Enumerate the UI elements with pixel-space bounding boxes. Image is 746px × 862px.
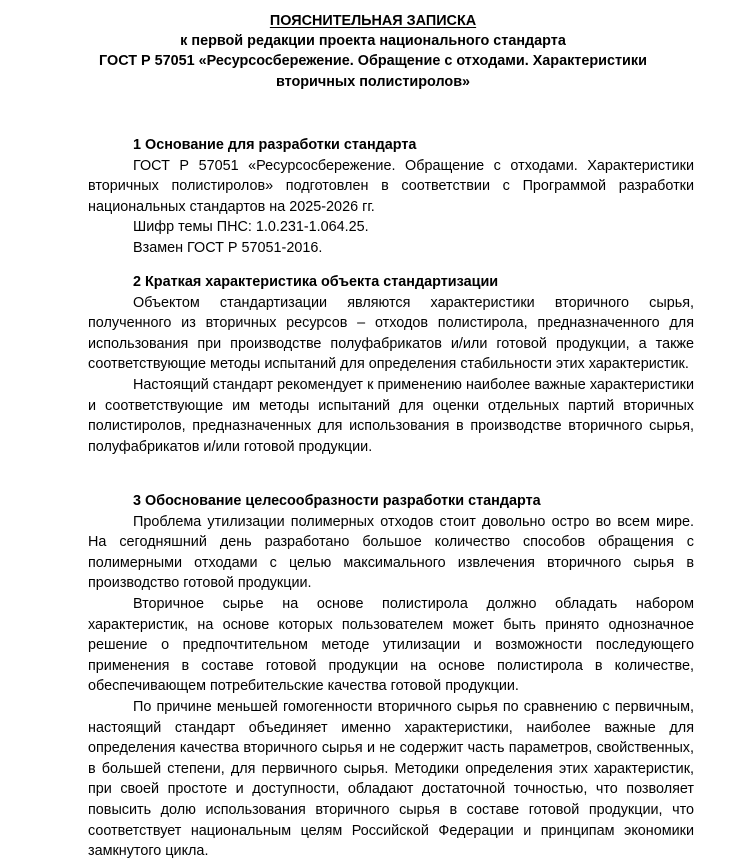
document-subtitle-line-1: к первой редакции проекта национального стандарта <box>180 33 566 50</box>
replaces-standard-line: Взамен ГОСТ Р 57051-2016. <box>133 239 323 256</box>
document-header <box>40 11 706 92</box>
section-paragraph: ГОСТ Р 57051 «Ресурсосбережение. Обращение с отходами. Характеристики вторичных полистиролов» подготовлен в соответствии с Программой разработки национальных стандартов на 2025-2026 гг. <box>88 157 694 215</box>
section-justification <box>88 491 694 862</box>
section-paragraph: Объектом стандартизации являются характеристики вторичного сырья, полученного из вторичных ресурсов – отходов полистирола, предназначенного для использования при производстве полуфабрикатов и/или готовой продукции, а также соответствующие методы испытаний для определения стабильности этих характеристик. <box>88 294 694 373</box>
document-subtitle-line-3: вторичных полистиролов» <box>275 73 471 90</box>
section-heading: 1 Основание для разработки стандарта <box>133 137 417 153</box>
topic-code-line: Шифр темы ПНС: 1.0.231-1.064.25. <box>133 219 369 236</box>
section-object-description <box>88 272 694 457</box>
section-paragraph: По причине меньшей гомогенности вторичного сырья по сравнению с первичным, настоящий стандарт объединяет именно характеристики, наиболее важные для определения качества вторичного сырья и не содержит часть параметров, свойственных, в большей степени, для первичного сырья. Методики определения этих характеристик, при своей простоте и доступности, обладают достаточной точностью, что позволяет повысить долю использования вторичного сырья в составе готовой продукции, что соответствует национальным целям Российской Федерации и принципам экономики замкнутого цикла. <box>88 698 694 860</box>
document-title: ПОЯСНИТЕЛЬНАЯ ЗАПИСКА <box>269 13 477 29</box>
document-subtitle-line-2: ГОСТ Р 57051 «Ресурсосбережение. Обращение с отходами. Характеристики <box>99 53 647 70</box>
section-basis <box>88 135 694 259</box>
section-paragraph: Проблема утилизации полимерных отходов стоит довольно остро во всем мире. На сегодняшний день разработано большое количество способов обращения с полимерными отходами с целью максимального извлечения вторичного сырья в производство готовой продукции. <box>88 513 694 592</box>
section-heading: 2 Краткая характеристика объекта стандартизации <box>133 274 499 290</box>
section-heading: 3 Обоснование целесообразности разработки стандарта <box>133 493 541 509</box>
section-paragraph: Настоящий стандарт рекомендует к применению наиболее важные характеристики и соответствующие им методы испытаний для оценки отдельных партий вторичных полистиролов, предназначенных для использования в производстве вторичного сырья, полуфабрикатов и/или готовой продукции. <box>88 376 694 455</box>
section-paragraph: Вторичное сырье на основе полистирола должно обладать набором характеристик, на основе которых пользователем может быть принято однозначное решение о предпочтительном методе утилизации и возможности последующего применения в составе готовой продукции на основе полистирола в количестве, обеспечивающем потребительские качества готовой продукции. <box>88 595 694 695</box>
